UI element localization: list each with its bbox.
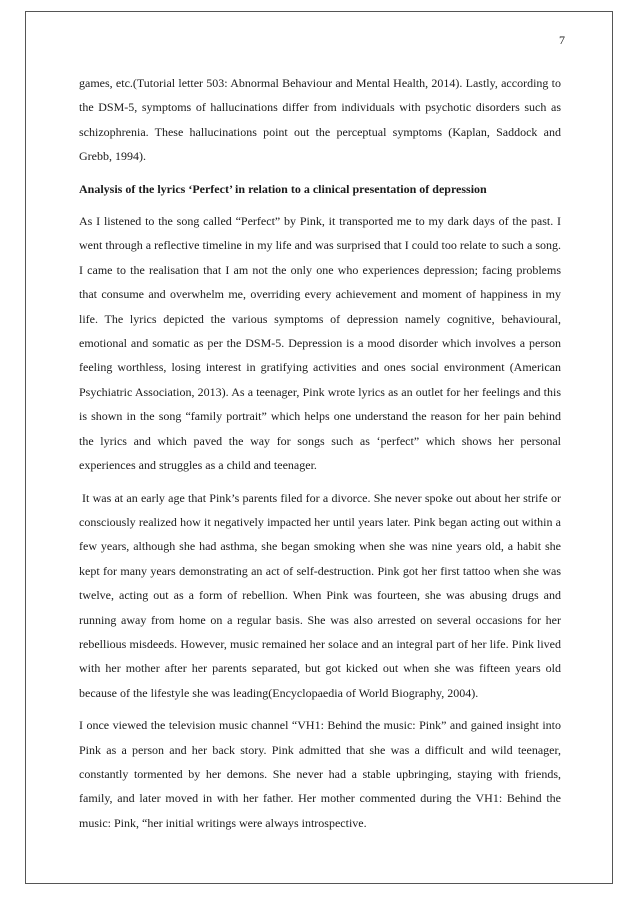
paragraph-early-life: It was at an early age that Pink’s parents filed for a divorce. She never spoke out about her strife or consciously realized how it negatively impacted her until years later. Pink began acting out within a few years, although she had asthma, she began smoking when she was nine years old, a habit she kept for many years demonstrating an act of self-destruction. Pink got her first tattoo when she was twelve, acting out as a form of rebellion. When Pink was fourteen, she was abusing drugs and running away from home on a regular basis. She was also arrested on several occasions for her rebellious misdeeds. However, music remained her solace and an integral part of her life. Pink lived with her mother after her parents separated, but got kicked out when she was fifteen years old because of the lifestyle she was leading(Encyclopaedia of World Biography, 2004).: [79, 490, 561, 700]
paragraph-vh1: I once viewed the television music channel “VH1: Behind the music: Pink” and gained insight into Pink as a person and her back story. Pink admitted that she was a difficult and wild teenager, constantly tormented by her demons. She never had a stable upbringing, staying with friends, family, and later moved in with her father. Her mother commented during the VH1: Behind the music: Pink, “her initial writings were always introspective.: [79, 718, 561, 830]
section-heading: Analysis of the lyrics ‘Perfect’ in relation to a clinical presentation of depression: [79, 181, 487, 196]
page-number: 7: [559, 33, 565, 47]
paragraph-song-reflection: As I listened to the song called “Perfect” by Pink, it transported me to my dark days of the past. I went through a reflective timeline in my life and was surprised that I could too relate to such a song. I came to the realisation that I am not the only one who experiences depression; facing problems that consume and overwhelm me, overriding every achievement and moment of happiness in my life. The lyrics depicted the various symptoms of depression namely cognitive, behavioural, emotional and somatic as per the DSM-5. Depression is a mood disorder which involves a person feeling worthless, losing interest in gratifying activities and ones social environment (American Psychiatric Association, 2013). As a teenager, Pink wrote lyrics as an outlet for her feelings and this is shown in the song “family portrait” which helps one understand the reason for her pain behind the lyrics and which paved the way for songs such as ‘perfect” which shows her personal experiences and struggles as a child and teenager.: [79, 214, 561, 473]
document-body: [79, 71, 561, 843]
paragraph-hallucinations: games, etc.(Tutorial letter 503: Abnormal Behaviour and Mental Health, 2014). Lastly, according to the DSM-5, symptoms of hallucinations differ from individuals with psychotic disorders such as schizophrenia. These hallucinations point out the perceptual symptoms (Kaplan, Saddock and Grebb, 1994).: [79, 76, 561, 164]
